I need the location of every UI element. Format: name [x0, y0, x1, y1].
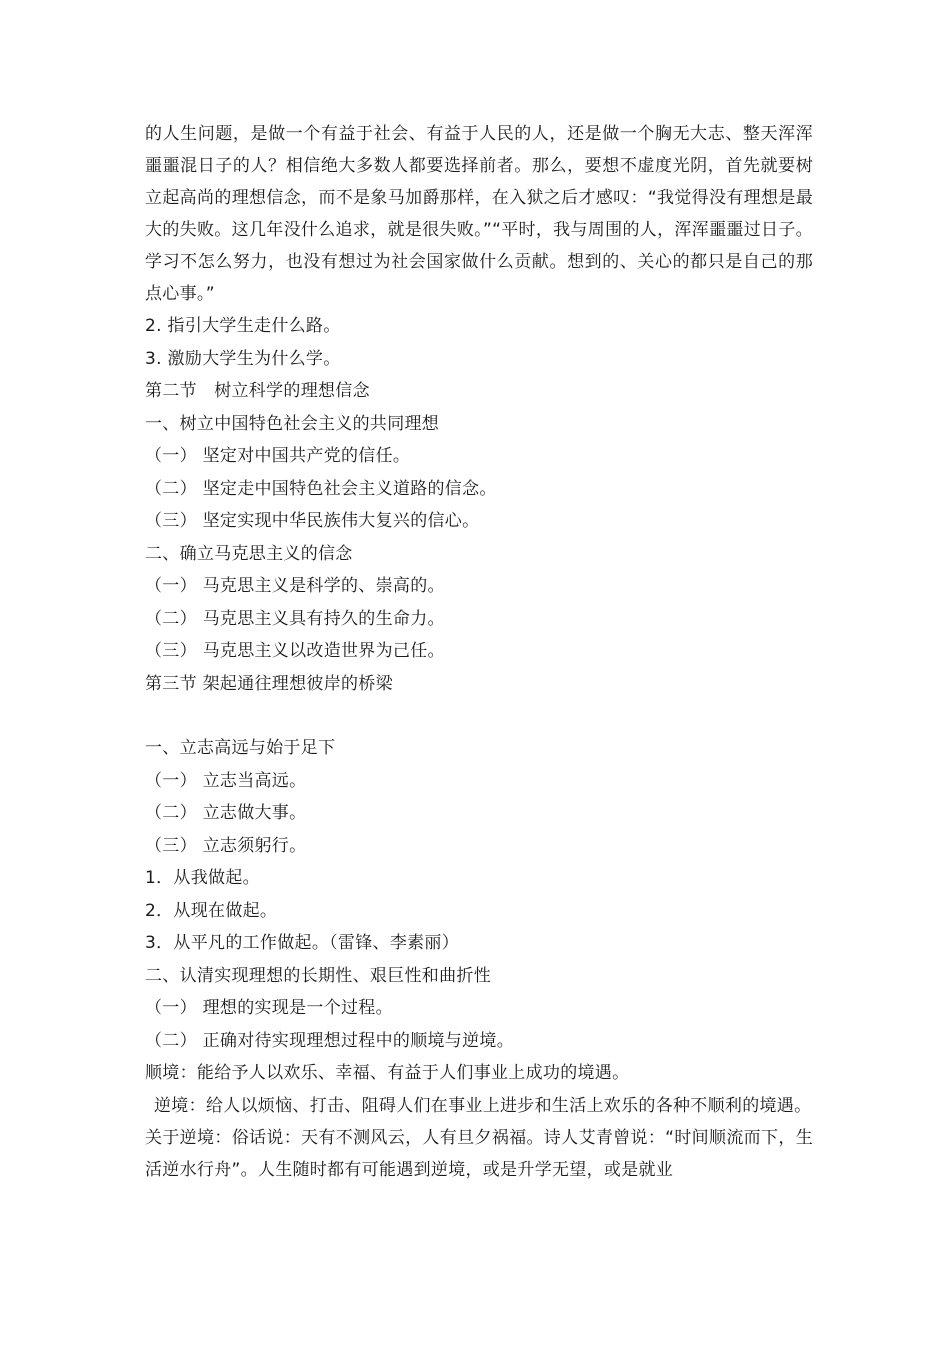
- outline-heading: 二、确立马克思主义的信念: [145, 543, 353, 564]
- closing-paragraph: 关于逆境：俗话说：天有不测风云，人有旦夕祸福。诗人艾青曾说：“时间顺流而下，生活逆水行舟”。人生随时都有可能遇到逆境，或是升学无望，或是就业: [145, 1127, 813, 1180]
- outline-heading: 一、立志高远与始于足下: [145, 738, 336, 758]
- outline-line: （二） 马克思主义具有持久的生命力。: [145, 608, 445, 629]
- opening-paragraph: 的人生问题，是做一个有益于社会、有益于人民的人，还是做一个胸无大志、整天浑浑噩噩混日子的人？相信绝大多数人都要选择前者。那么，要想不虚度光阴，首先就要树立起高尚的理想信念，而不是象马加爵那样，在入狱之后才感叹：“我觉得没有理想是最大的失败。这几年没什么追求，就是很失败。”“平时，我与周围的人，浑浑噩噩过日子。学习不怎么努力，也没有想过为社会国家做什么贡献。想到的、关心的都只是自己的那点心事。”: [145, 124, 813, 304]
- numbered-item: 1．从我做起。: [145, 868, 260, 888]
- section-heading: 第二节 树立科学的理想信念: [145, 381, 370, 401]
- outline-line: 2. 指引大学生走什么路。: [145, 316, 341, 336]
- outline-line: 3. 激励大学生为什么学。: [145, 348, 341, 369]
- outline-line: （三） 坚定实现中华民族伟大复兴的信心。: [145, 511, 480, 531]
- outline-heading: 二、认清实现理想的长期性、艰巨性和曲折性: [145, 965, 491, 986]
- outline-line: （一） 理想的实现是一个过程。: [145, 998, 393, 1018]
- outline-line: （二） 正确对待实现理想过程中的顺境与逆境。: [145, 1030, 515, 1051]
- outline-line: （一） 立志当高远。: [145, 770, 307, 791]
- numbered-item: 2．从现在做起。: [145, 900, 278, 921]
- outline-heading: 一、树立中国特色社会主义的共同理想: [145, 413, 440, 434]
- outline-line: （三） 立志须躬行。: [145, 835, 307, 856]
- definition-adversity: 逆境：给人以烦恼、打击、阻碍人们在事业上进步和生活上欢乐的各种不顺利的境遇。: [154, 1095, 812, 1116]
- definition-favorable: 顺境：能给予人以欢乐、幸福、有益于人们事业上成功的境遇。: [145, 1063, 630, 1083]
- section-heading: 第三节 架起通往理想彼岸的桥梁: [145, 673, 393, 694]
- numbered-item: 3．从平凡的工作做起。（雷锋、李素丽）: [145, 933, 460, 953]
- blank-line: [145, 700, 813, 732]
- document-page: [145, 118, 813, 1186]
- outline-line: （三） 马克思主义以改造世界为己任。: [145, 641, 445, 661]
- outline-line: （一） 坚定对中国共产党的信任。: [145, 446, 411, 466]
- outline-line: （二） 坚定走中国特色社会主义道路的信念。: [145, 478, 497, 499]
- outline-line: （一） 马克思主义是科学的、崇高的。: [145, 576, 445, 596]
- outline-line: （二） 立志做大事。: [145, 803, 307, 823]
